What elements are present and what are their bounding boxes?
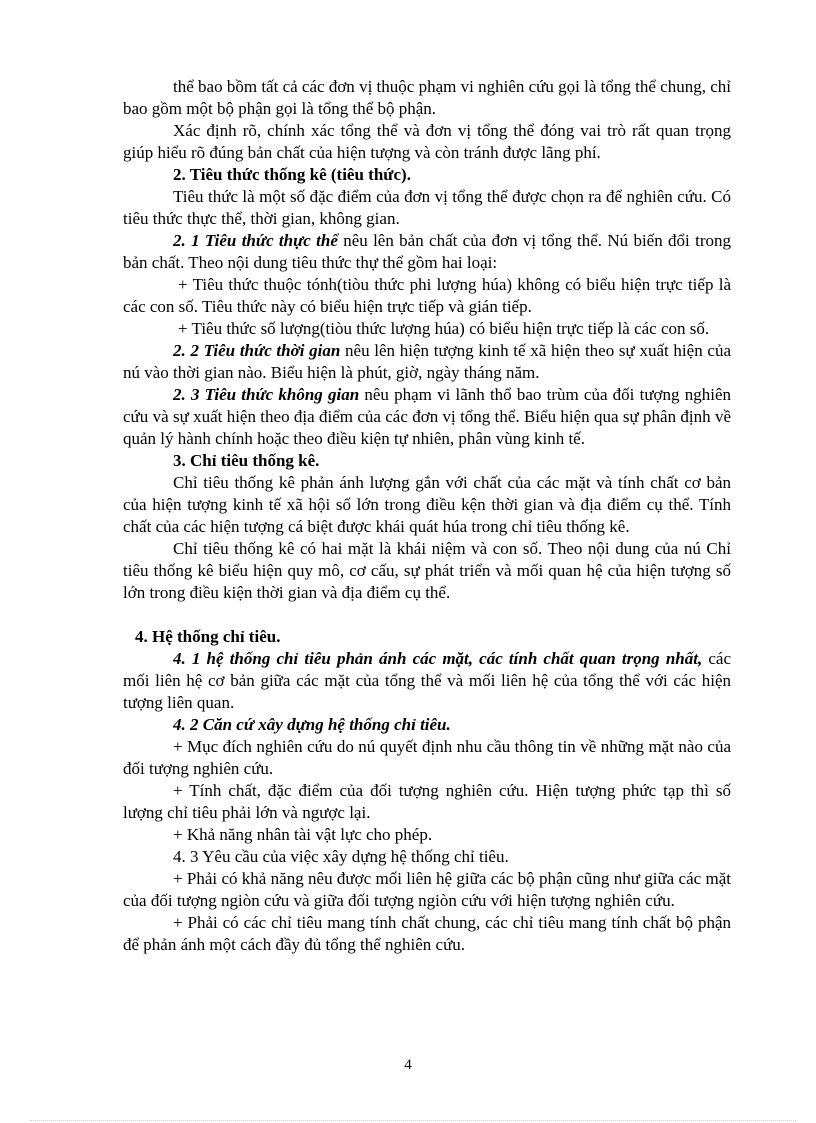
paragraph: + Khả năng nhân tài vật lực cho phép. [173,825,433,844]
paragraph: + Phải có các chỉ tiêu mang tính chất chung, các chỉ tiêu mang tính chất bộ phận để phản ánh một cách đầy đủ tổng thể nghiên cứu. [123,913,731,954]
paragraph: Xác định rõ, chính xác tổng thể và đơn vị tổng thể đóng vai trò rất quan trọng giúp hiểu rõ đúng bản chất của hiện tượng và còn tránh được lãng phí. [123,121,731,162]
paragraph-text: nêu phạm vi lãnh thổ bao trùm của đối tượng nghiên cứu và sự xuất hiện theo địa điểm của các đơn vị tổng thể. Biểu hiện qua sự phân định về quản lý hành chính hoặc theo điều kiện tự nhiên, phân vùng kinh tế. [123,385,731,448]
paragraph-text: nêu lên hiện tượng kinh tế xã hiện theo sự xuất hiện của nú vào thời gian nào. Biểu hiện là phút, giờ, ngày tháng năm. [123,341,731,382]
subheading-4-1: 4. 1 hệ thống chỉ tiêu phản ánh các mặt, các tính chất quan trọng nhất, [173,649,703,668]
paragraph: + Tiêu thức số lượng(tiòu thức lượng húa) có biểu hiện trực tiếp là các con số. [178,319,710,338]
subheading-2-1: 2. 1 Tiêu thức thực thể [173,231,338,250]
subheading-2-2: 2. 2 Tiêu thức thời gian [173,341,341,360]
paragraph-text: các mối liên hệ cơ bản giữa các mặt của tổng thể và mối liên hệ của tổng thể với các hiện tượng liên quan. [123,649,731,712]
paragraph: + Phải có khả năng nêu được mối liên hệ giữa các bộ phận cũng như giữa các mặt của đối tượng ngiòn cứu và giữa đối tượng ngiòn cứu với hiện tượng nghiên cứu. [123,869,731,910]
paragraph [123,648,731,714]
section-heading-3: 3. Chỉ tiêu thống kê. [173,451,320,470]
subheading-2-3: 2. 3 Tiêu thức không gian [173,385,360,404]
paragraph: + Tính chất, đặc điểm của đối tượng nghiên cứu. Hiện tượng phức tạp thì số lượng chỉ tiêu phải lớn và ngược lại. [123,781,731,822]
paragraph: Tiêu thức là một số đặc điểm của đơn vị tổng thể được chọn ra để nghiên cứu. Có tiêu thức thực thể, thời gian, không gian. [123,187,731,228]
document-body [123,76,731,956]
paragraph: Chỉ tiêu thống kê phản ánh lượng gắn với chất của các mặt và tính chất cơ bản của hiện tượng kinh tế xã hội số lớn trong điều kện thời gian và địa điểm cụ thể. Tính chất của các hiện tượng cá biệt được khái quát húa trong chỉ tiêu thống kê. [123,473,731,536]
spacer [123,604,731,626]
paragraph [123,384,731,450]
paragraph: 4. 3 Yêu cầu của việc xây dựng hệ thống chỉ tiêu. [173,847,509,866]
paragraph [123,340,731,384]
section-heading-4: 4. Hệ thống chỉ tiêu. [135,627,281,646]
section-heading-2: 2. Tiêu thức thống kê (tiêu thức). [173,165,411,184]
paragraph: + Tiêu thức thuộc tónh(tiòu thức phi lượng húa) không có biểu hiện trực tiếp là các con số. Tiêu thức này có biểu hiện trực tiếp và gián tiếp. [123,275,731,316]
paragraph: + Mục đích nghiên cứu do nú quyết định nhu cầu thông tin về những mặt nào của đối tượng nghiên cứu. [123,737,731,778]
paragraph [123,230,731,274]
subheading-4-2: 4. 2 Căn cứ xây dựng hệ thống chỉ tiêu. [173,715,451,734]
page-bottom-rule [30,1120,796,1121]
paragraph: Chỉ tiêu thống kê có hai mặt là khái niệm và con số. Theo nội dung của nú Chỉ tiêu thống kê biểu hiện quy mô, cơ cấu, sự phát triển và mối quan hệ của hiện tượng số lớn trong điều kiện thời gian và địa điểm cụ thể. [123,539,731,602]
paragraph-text: nêu lên bản chất của đơn vị tổng thể. Nú biến đổi trong bản chất. Theo nội dung tiêu thức thự thể gồm hai loại: [123,231,731,272]
paragraph: thể bao bồm tất cả các đơn vị thuộc phạm vi nghiên cứu gọi là tổng thể chung, chỉ bao gồm một bộ phận gọi là tổng thể bộ phận. [123,77,731,118]
page-number: 4 [404,1057,412,1073]
